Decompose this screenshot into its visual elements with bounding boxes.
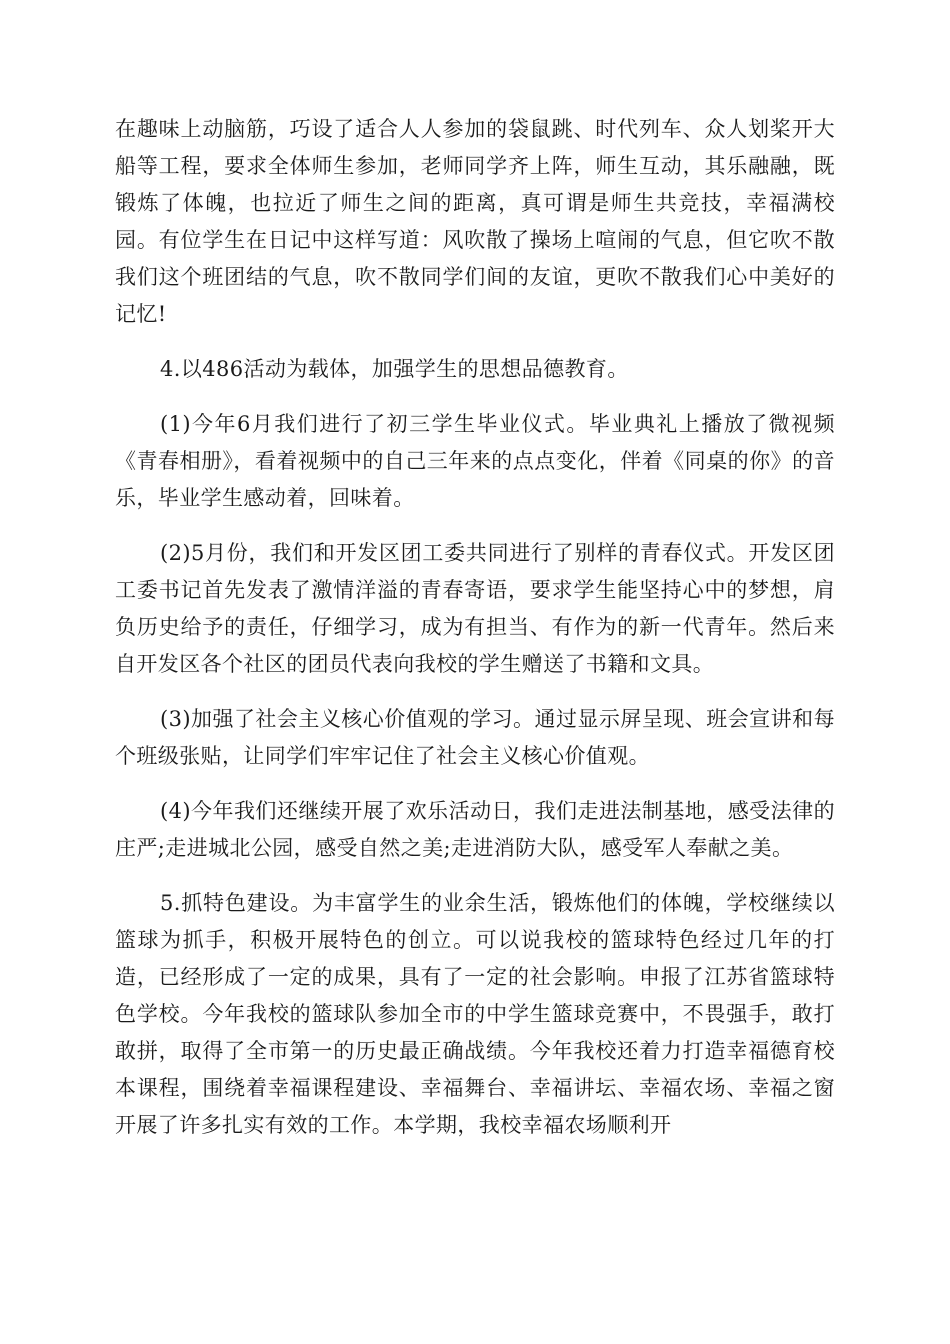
- paragraph-486-activity-heading: 4.以486活动为载体，加强学生的思想品德教育。: [160, 357, 629, 381]
- paragraph-core-values: (3)加强了社会主义核心价值观的学习。通过显示屏呈现、班会宣讲和每个班级张贴，让同学们牢牢记住了社会主义核心价值观。: [115, 707, 835, 768]
- paragraph-graduation-ceremony: (1)今年6月我们进行了初三学生毕业仪式。毕业典礼上播放了微视频《青春相册》，看着视频中的自己三年来的点点变化，伴着《同桌的你》的音乐，毕业学生感动着，回味着。: [115, 412, 835, 510]
- paragraph-fun-activities: 在趣味上动脑筋，巧设了适合人人参加的袋鼠跳、时代列车、众人划桨开大船等工程，要求全体师生参加，老师同学齐上阵，师生互动，其乐融融，既锻炼了体魄，也拉近了师生之间的距离，真可谓是师生共竞技，幸福满校园。有位学生在日记中这样写道：风吹散了操场上喧闹的气息，但它吹不散我们这个班团结的气息，吹不散同学们间的友谊，更吹不散我们心中美好的记忆!: [115, 117, 835, 326]
- paragraph-youth-ceremony: (2)5月份，我们和开发区团工委共同进行了别样的青春仪式。开发区团工委书记首先发表了激情洋溢的青春寄语，要求学生能坚持心中的梦想，肩负历史给予的责任，仔细学习，成为有担当、有作为的新一代青年。然后来自开发区各个社区的团员代表向我校的学生赠送了书籍和文具。: [115, 541, 835, 676]
- paragraph-feature-building: 5.抓特色建设。为丰富学生的业余生活，锻炼他们的体魄，学校继续以篮球为抓手，积极开展特色的创立。可以说我校的篮球特色经过几年的打造，已经形成了一定的成果，具有了一定的社会影响。申报了江苏省篮球特色学校。今年我校的篮球队参加全市的中学生篮球竞赛中，不畏强手，敢打敢拼，取得了全市第一的历史最正确战绩。今年我校还着力打造幸福德育校本课程，围绕着幸福课程建设、幸福舞台、幸福讲坛、幸福农场、幸福之窗开展了许多扎实有效的工作。本学期，我校幸福农场顺利开: [115, 891, 835, 1137]
- paragraph-activity-day: (4)今年我们还继续开展了欢乐活动日，我们走进法制基地，感受法律的庄严;走进城北公园，感受自然之美;走进消防大队，感受军人奉献之美。: [115, 799, 835, 860]
- document-body: [115, 111, 835, 1162]
